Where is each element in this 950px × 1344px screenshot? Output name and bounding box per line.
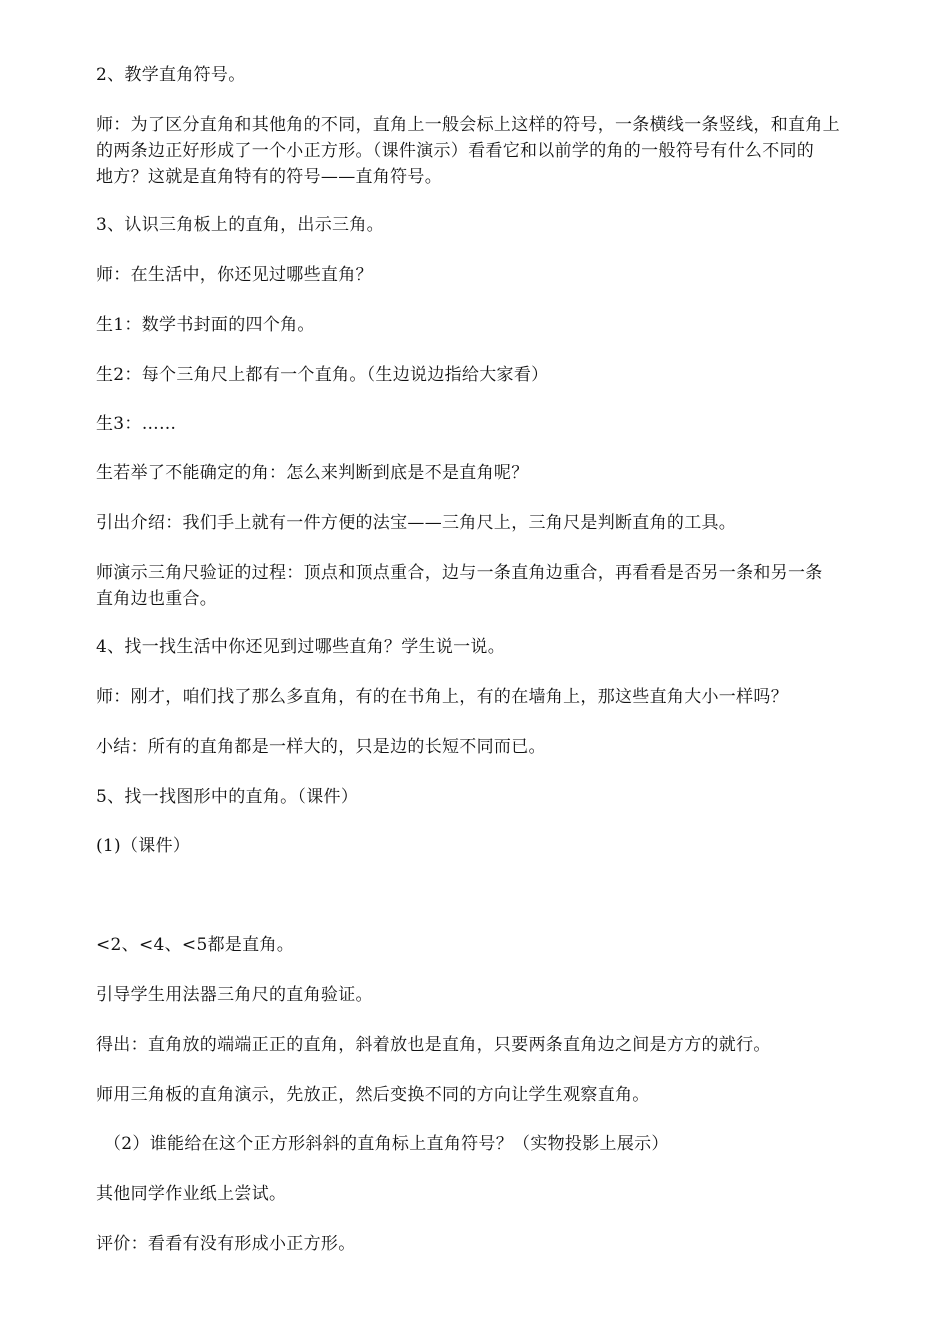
paragraph-line: （2）谁能给在这个正方形斜斜的直角标上直角符号？（实物投影上展示） xyxy=(104,1134,669,1154)
paragraph-line: (1)（课件） xyxy=(96,836,191,856)
paragraph-line: 引出介绍：我们手上就有一件方便的法宝——三角尺上，三角尺是判断直角的工具。 xyxy=(96,513,737,533)
paragraph-line: 师：为了区分直角和其他角的不同，直角上一般会标上这样的符号，一条横线一条竖线，和直角上 xyxy=(96,115,840,135)
section-heading-3: 3、认识三角板上的直角，出示三角。 xyxy=(96,215,384,235)
paragraph-line: 小结：所有的直角都是一样大的，只是边的长短不同而已。 xyxy=(96,737,546,757)
section-heading-5: 5、找一找图形中的直角。（课件） xyxy=(96,787,359,807)
paragraph-line: 师：刚才，咱们找了那么多直角，有的在书角上，有的在墙角上，那这些直角大小一样吗？ xyxy=(96,687,788,707)
paragraph-line: 生若举了不能确定的角：怎么来判断到底是不是直角呢？ xyxy=(96,463,529,483)
paragraph-line: 生1：数学书封面的四个角。 xyxy=(96,315,315,335)
paragraph-line: 生2：每个三角尺上都有一个直角。（生边说边指给大家看） xyxy=(96,365,549,385)
paragraph-line: 师演示三角尺验证的过程：顶点和顶点重合，边与一条直角边重合，再看看是否另一条和另一条 xyxy=(96,563,823,583)
paragraph-line: 直角边也重合。 xyxy=(96,589,218,609)
paragraph-line: 其他同学作业纸上尝试。 xyxy=(96,1184,287,1204)
paragraph-line: 师：在生活中，你还见过哪些直角？ xyxy=(96,265,373,285)
paragraph-line: 得出：直角放的端端正正的直角，斜着放也是直角，只要两条直角边之间是方方的就行。 xyxy=(96,1035,771,1055)
paragraph-line: 地方？这就是直角特有的符号——直角符号。 xyxy=(96,167,442,187)
paragraph-line: 引导学生用法器三角尺的直角验证。 xyxy=(96,985,373,1005)
paragraph-line: <2、<4、<5都是直角。 xyxy=(96,935,295,955)
paragraph-line: 师用三角板的直角演示，先放正，然后变换不同的方向让学生观察直角。 xyxy=(96,1085,650,1105)
section-heading-4: 4、找一找生活中你还见到过哪些直角？学生说一说。 xyxy=(96,637,506,657)
paragraph-line: 评价：看看有没有形成小正方形。 xyxy=(96,1234,356,1254)
paragraph-line: 生3：…… xyxy=(96,414,177,434)
section-heading-2: 2、教学直角符号。 xyxy=(96,65,246,85)
paragraph-line: 的两条边正好形成了一个小正方形。（课件演示）看看它和以前学的角的一般符号有什么不同的 xyxy=(96,141,815,161)
